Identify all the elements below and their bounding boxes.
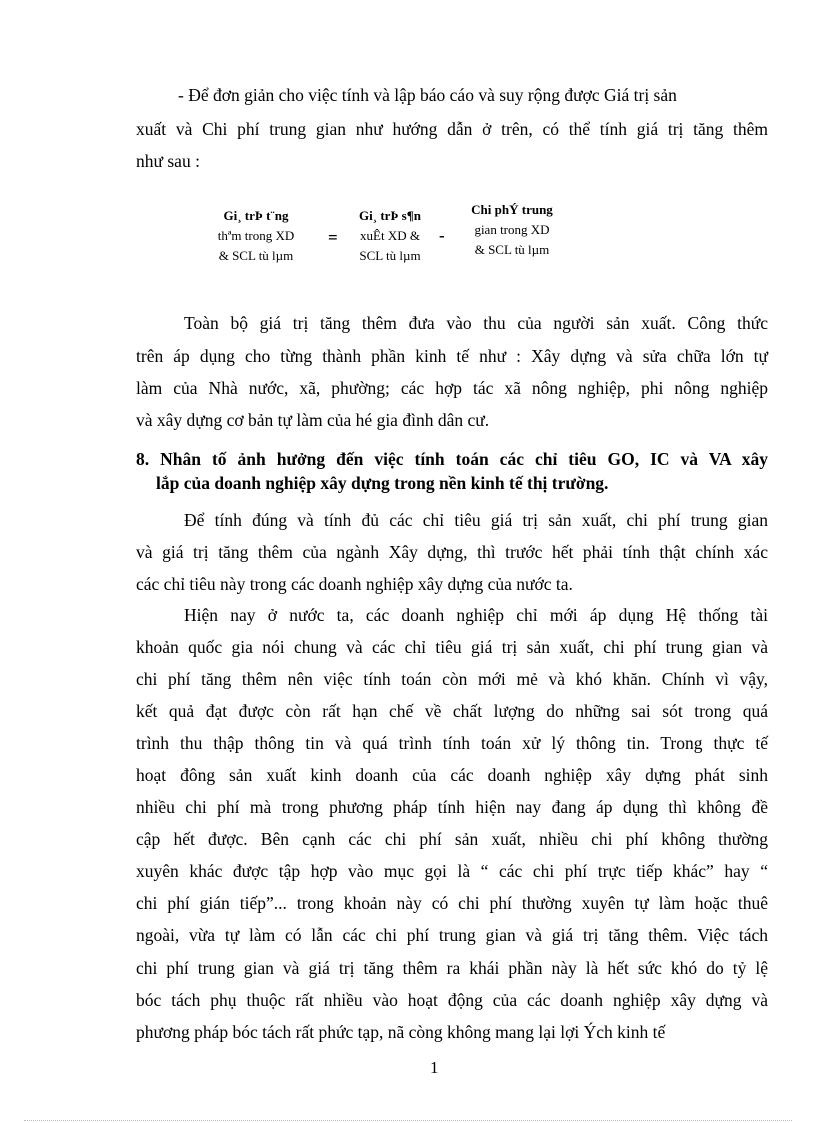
formula-left-line-1: Gi¸ trÞ t¨ng — [223, 208, 289, 223]
para4-line-13: bóc tách phụ thuộc rất nhiều vào hoạt động của các doanh nghiệp xây dựng và — [136, 990, 768, 1010]
para4-line-4: kết quả đạt được còn rất hạn chế về chất lượng do những sai sót trong quá — [136, 701, 768, 721]
formula-right-line-2: gian trong XD — [474, 222, 550, 237]
para4-line-2: khoản quốc gia nói chung và các chỉ tiêu giá trị sản xuất, chi phí trung gian và — [136, 637, 768, 657]
formula-middle-line-3: SCL tù lµm — [359, 248, 421, 263]
para2-line-3: làm của Nhà nước, xã, phường; các hợp tác xã nông nghiệp, phi nông nghiệp — [136, 378, 768, 398]
para1-line-1: - Để đơn giản cho việc tính và lập báo cáo và suy rộng được Giá trị sản — [178, 85, 677, 105]
formula-middle-line-1: Gi¸ trÞ s¶n — [359, 208, 421, 223]
para1-line-2: xuất và Chi phí trung gian như hướng dẫn ở trên, có thể tính giá trị tăng thêm — [136, 119, 768, 139]
para3-line-2: và giá trị tăng thêm của ngành Xây dựng, thì trước hết phải tính thật chính xác — [136, 542, 768, 562]
para3-line-3: các chỉ tiêu này trong các doanh nghiệp xây dựng của nước ta. — [136, 574, 573, 594]
formula-intermediate-cost — [456, 200, 568, 260]
para4-line-6: hoạt đông sản xuất kinh doanh của các doanh nghiệp xây dựng phát sinh — [136, 765, 768, 785]
para4-line-8: cập hết được. Bên cạnh các chi phí sản xuất, nhiều chi phí không thường — [136, 829, 768, 849]
formula-right-line-1: Chi phÝ trung — [471, 202, 553, 217]
para2-line-4: và xây dựng cơ bản tự làm của hé gia đình dân cư. — [136, 410, 490, 430]
para4-line-10: chi phí gián tiếp”... trong khoản này có chi phí thường xuyên tự làm hoặc thuê — [136, 893, 768, 913]
formula-equals: = — [328, 228, 338, 247]
para1-line-3: như sau : — [136, 151, 200, 171]
para4-line-12: chi phí trung gian và giá trị tăng thêm ra khái phần này là hết sức khó do tỷ lệ — [136, 958, 768, 978]
para2-line-2: trên áp dụng cho từng thành phần kinh tế như : Xây dựng và sửa chữa lớn tự — [136, 346, 768, 366]
section-heading-line-1: 8. Nhân tố ảnh hưởng đến việc tính toán các chỉ tiêu GO, IC và VA xây — [136, 449, 768, 469]
para4-line-9: xuyên khác được tập hợp vào mục gọi là “ các chi phí trực tiếp khác” hay “ — [136, 861, 768, 881]
para4-line-11: ngoài, vừa tự làm có lẫn các chi phí trung gian và giá trị tăng thêm. Việc tách — [136, 925, 768, 945]
para4-line-1: Hiện nay ở nước ta, các doanh nghiệp chỉ mới áp dụng Hệ thống tài — [184, 605, 768, 625]
section-heading-line-2: lắp của doanh nghiệp xây dựng trong nền kinh tế thị trường. — [156, 473, 609, 493]
para2-line-1: Toàn bộ giá trị tăng thêm đưa vào thu của người sản xuất. Công thức — [184, 313, 768, 333]
formula-right-line-3: & SCL tù lµm — [474, 242, 550, 257]
formula-middle-line-2: xuÊt XD & — [360, 228, 420, 243]
formula-gross-output — [340, 206, 440, 266]
para3-line-1: Để tính đúng và tính đủ các chỉ tiêu giá trị sản xuất, chi phí trung gian — [184, 510, 768, 530]
page-number: 1 — [430, 1058, 439, 1077]
page-bottom-divider — [24, 1120, 792, 1121]
para4-line-3: chi phí tăng thêm nên việc tính toán còn mới mẻ và khó khăn. Chính vì vậy, — [136, 669, 768, 689]
formula-value-added — [196, 206, 316, 266]
para4-line-5: trình thu thập thông tin và quá trình tính toán xử lý thông tin. Trong thực tế — [136, 733, 768, 753]
para4-line-14: phương pháp bóc tách rất phức tạp, nã còng không mang lại lợi Ých kinh tế — [136, 1022, 666, 1042]
para4-line-7: nhiều chi phí mà trong phương pháp tính hiện nay đang áp dụng thì không đề — [136, 797, 768, 817]
formula-left-line-2: thªm trong XD — [217, 228, 295, 243]
formula-minus: - — [439, 226, 445, 245]
formula-left-line-3: & SCL tù lµm — [218, 248, 294, 263]
